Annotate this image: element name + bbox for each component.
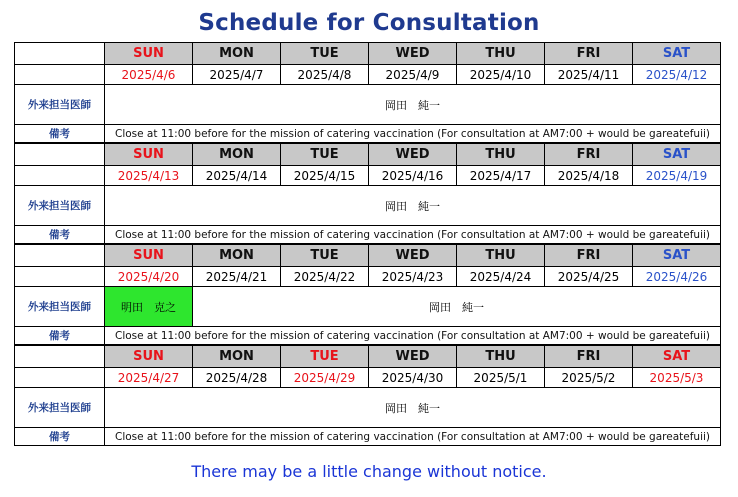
weekday-header-row — [15, 43, 721, 65]
date-thu: 2025/4/10 — [457, 65, 545, 85]
remarks-row — [15, 226, 721, 245]
doctor-row-label: 外来担当医師 — [15, 186, 105, 226]
doctor-row — [15, 287, 721, 327]
day-name-tue: TUE — [281, 143, 369, 166]
date-row — [15, 368, 721, 388]
doctor-name: 岡田 純一 — [105, 186, 721, 226]
date-sun: 2025/4/6 — [105, 65, 193, 85]
doctor-row-label: 外来担当医師 — [15, 287, 105, 327]
day-name-sun: SUN — [105, 143, 193, 166]
day-name-sun: SUN — [105, 345, 193, 368]
date-label-cell — [15, 267, 105, 287]
date-wed: 2025/4/16 — [369, 166, 457, 186]
doctor-row — [15, 388, 721, 428]
remarks-text: Close at 11:00 before for the mission of catering vaccination (For consultation at AM7:00 + would be gareatefuii) — [105, 226, 721, 245]
day-name-fri: FRI — [545, 345, 633, 368]
sunday-doctor-name: 明田 克之 — [105, 287, 193, 327]
date-thu: 2025/4/24 — [457, 267, 545, 287]
remarks-row-label: 備考 — [15, 226, 105, 245]
date-sat: 2025/4/19 — [633, 166, 721, 186]
day-name-tue: TUE — [281, 43, 369, 65]
doctor-name: 岡田 純一 — [105, 388, 721, 428]
date-tue: 2025/4/8 — [281, 65, 369, 85]
day-name-mon: MON — [193, 43, 281, 65]
day-name-wed: WED — [369, 143, 457, 166]
day-name-tue: TUE — [281, 345, 369, 368]
page-title: Schedule for Consultation — [198, 10, 540, 36]
date-fri: 2025/4/11 — [545, 65, 633, 85]
date-row — [15, 65, 721, 85]
corner-cell — [15, 345, 105, 368]
day-name-sun: SUN — [105, 43, 193, 65]
date-sun: 2025/4/13 — [105, 166, 193, 186]
remarks-row-label: 備考 — [15, 428, 105, 446]
date-mon: 2025/4/14 — [193, 166, 281, 186]
date-sat: 2025/4/26 — [633, 267, 721, 287]
doctor-row — [15, 85, 721, 125]
date-label-cell — [15, 65, 105, 85]
weekday-header-row — [15, 345, 721, 368]
schedule-table — [14, 42, 721, 446]
day-name-thu: THU — [457, 143, 545, 166]
day-name-sat: SAT — [633, 143, 721, 166]
remarks-row-label: 備考 — [15, 327, 105, 346]
day-name-mon: MON — [193, 244, 281, 267]
remarks-row-label: 備考 — [15, 125, 105, 144]
doctor-name: 岡田 純一 — [193, 287, 721, 327]
weekday-header-row — [15, 244, 721, 267]
day-name-mon: MON — [193, 345, 281, 368]
day-name-wed: WED — [369, 345, 457, 368]
doctor-row-label: 外来担当医師 — [15, 388, 105, 428]
date-wed: 2025/4/30 — [369, 368, 457, 388]
date-label-cell — [15, 166, 105, 186]
date-sat: 2025/4/12 — [633, 65, 721, 85]
date-mon: 2025/4/28 — [193, 368, 281, 388]
remarks-row — [15, 428, 721, 446]
date-thu: 2025/5/1 — [457, 368, 545, 388]
date-wed: 2025/4/9 — [369, 65, 457, 85]
day-name-sun: SUN — [105, 244, 193, 267]
date-fri: 2025/4/25 — [545, 267, 633, 287]
day-name-thu: THU — [457, 345, 545, 368]
date-tue: 2025/4/15 — [281, 166, 369, 186]
date-row — [15, 166, 721, 186]
remarks-text: Close at 11:00 before for the mission of catering vaccination (For consultation at AM7:00 + would be gareatefuii) — [105, 428, 721, 446]
date-tue: 2025/4/22 — [281, 267, 369, 287]
remarks-row — [15, 125, 721, 144]
date-tue: 2025/4/29 — [281, 368, 369, 388]
corner-cell — [15, 244, 105, 267]
day-name-sat: SAT — [633, 345, 721, 368]
doctor-name: 岡田 純一 — [105, 85, 721, 125]
doctor-row — [15, 186, 721, 226]
corner-cell — [15, 43, 105, 65]
remarks-row — [15, 327, 721, 346]
date-row — [15, 267, 721, 287]
date-mon: 2025/4/7 — [193, 65, 281, 85]
day-name-sat: SAT — [633, 43, 721, 65]
day-name-fri: FRI — [545, 244, 633, 267]
day-name-fri: FRI — [545, 143, 633, 166]
remarks-text: Close at 11:00 before for the mission of catering vaccination (For consultation at AM7:00 + would be gareatefuii) — [105, 125, 721, 144]
corner-cell — [15, 143, 105, 166]
day-name-wed: WED — [369, 43, 457, 65]
day-name-tue: TUE — [281, 244, 369, 267]
date-label-cell — [15, 368, 105, 388]
date-thu: 2025/4/17 — [457, 166, 545, 186]
date-wed: 2025/4/23 — [369, 267, 457, 287]
date-sun: 2025/4/27 — [105, 368, 193, 388]
weekday-header-row — [15, 143, 721, 166]
day-name-sat: SAT — [633, 244, 721, 267]
remarks-text: Close at 11:00 before for the mission of catering vaccination (For consultation at AM7:00 + would be gareatefuii) — [105, 327, 721, 346]
date-sat: 2025/5/3 — [633, 368, 721, 388]
day-name-mon: MON — [193, 143, 281, 166]
day-name-thu: THU — [457, 43, 545, 65]
date-fri: 2025/5/2 — [545, 368, 633, 388]
day-name-thu: THU — [457, 244, 545, 267]
day-name-fri: FRI — [545, 43, 633, 65]
footer-notice: There may be a little change without notice. — [191, 462, 547, 481]
date-fri: 2025/4/18 — [545, 166, 633, 186]
date-mon: 2025/4/21 — [193, 267, 281, 287]
day-name-wed: WED — [369, 244, 457, 267]
date-sun: 2025/4/20 — [105, 267, 193, 287]
doctor-row-label: 外来担当医師 — [15, 85, 105, 125]
